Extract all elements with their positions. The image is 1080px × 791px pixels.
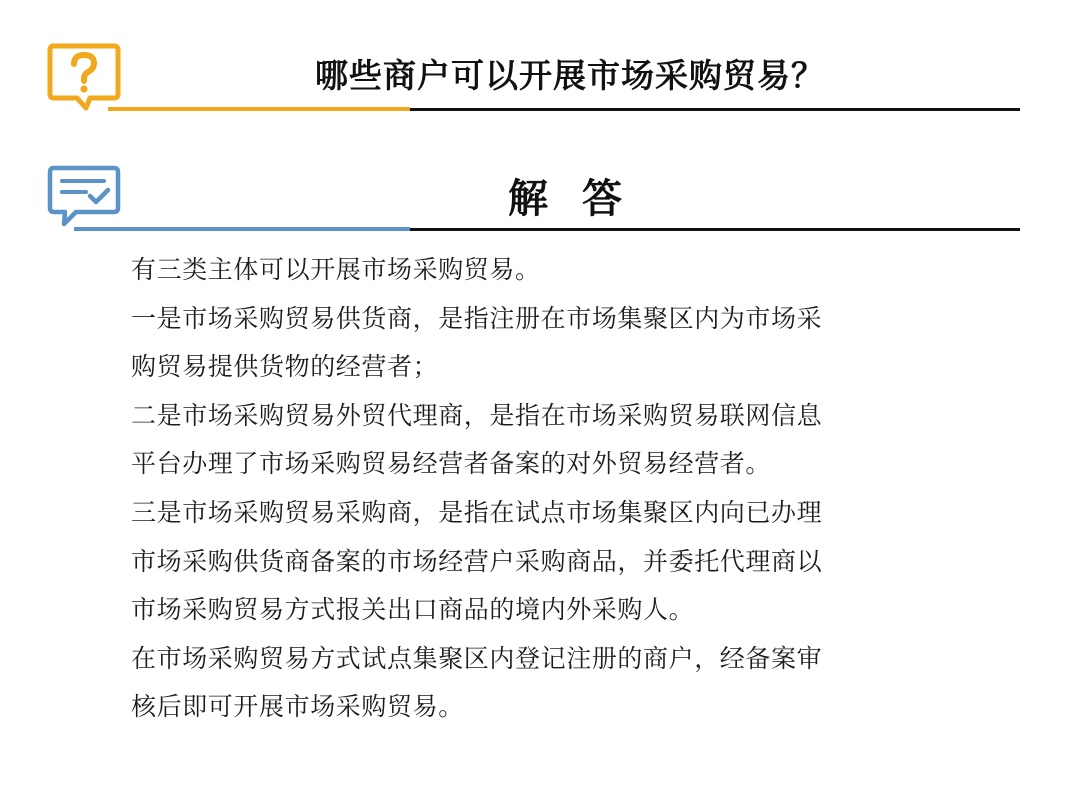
question-chat-icon xyxy=(46,42,122,114)
answer-line: 平台办理了市场采购贸易经营者备案的对外贸易经营者。 xyxy=(131,449,772,479)
answer-title: 解 答 xyxy=(508,176,632,222)
answer-line: 有三类主体可以开展市场采购贸易。 xyxy=(131,255,541,284)
answer-line: 二是市场采购贸易外贸代理商，是指在市场采购贸易联网信息 xyxy=(131,400,823,430)
question-title: 哪些商户可以开展市场采购贸易？ xyxy=(315,56,825,95)
answer-line: 在市场采购贸易方式试点集聚区内登记注册的商户，经备案审 xyxy=(131,643,823,673)
question-underline-accent xyxy=(108,107,410,111)
answer-line: 一是市场采购贸易供货商，是指注册在市场集聚区内为市场采 xyxy=(131,303,823,333)
answer-line: 核后即可开展市场采购贸易。 xyxy=(131,692,464,722)
answer-line: 购贸易提供货物的经营者； xyxy=(131,352,439,382)
answer-underline xyxy=(410,228,1020,231)
answer-line: 市场采购贸易方式报关出口商品的境内外采购人。 xyxy=(131,595,695,625)
question-underline xyxy=(410,108,1020,111)
answer-body xyxy=(131,246,961,732)
answer-chat-check-icon xyxy=(46,164,122,232)
answer-line: 三是市场采购贸易采购商，是指在试点市场集聚区内向已办理 xyxy=(131,497,823,527)
answer-underline-accent xyxy=(74,227,410,231)
answer-line: 市场采购供货商备案的市场经营户采购商品，并委托代理商以 xyxy=(131,546,823,576)
